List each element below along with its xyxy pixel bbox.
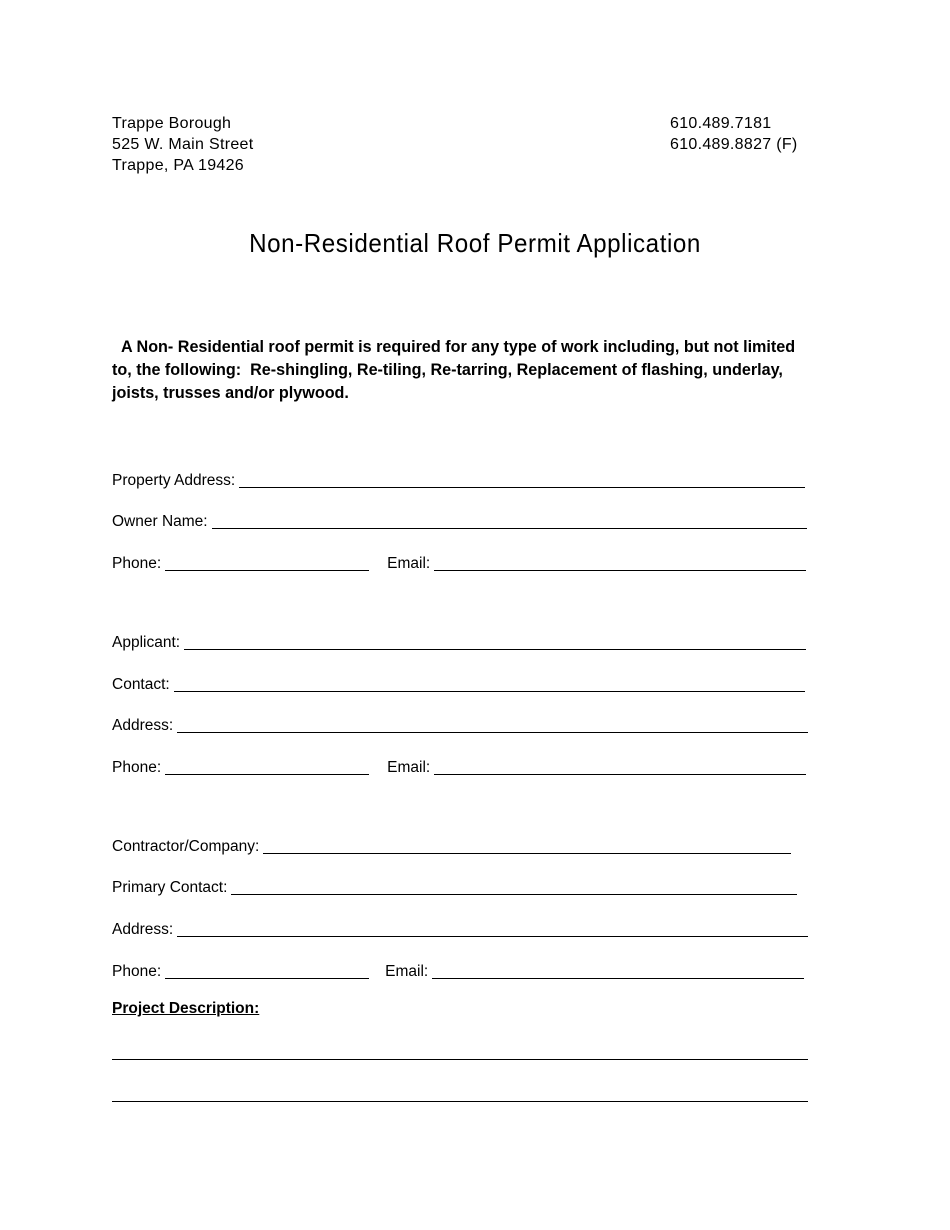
applicant-field[interactable]	[184, 633, 806, 650]
applicant-address-row	[112, 711, 808, 735]
borough-address	[112, 113, 253, 176]
contractor-address-field[interactable]	[177, 920, 808, 937]
applicant-phone-field[interactable]	[165, 758, 369, 775]
primary-contact-label: Primary Contact:	[112, 879, 228, 896]
property-address-row	[112, 466, 805, 490]
intro-paragraph: A Non- Residential roof permit is required for any type of work including, but not limited to, the following: Re-shingling, Re-tiling, Re-tarring, Replacement of flashing, underlay, joists, trusses and/or plywood.	[112, 337, 800, 402]
contractor-address-label: Address:	[112, 921, 174, 938]
applicant-address-field[interactable]	[177, 716, 808, 733]
contractor-phone-label: Phone:	[112, 963, 162, 980]
applicant-contact-row	[112, 670, 805, 694]
owner-phone-label: Phone:	[112, 555, 162, 572]
contractor-company-label: Contractor/Company:	[112, 838, 260, 855]
property-address-field[interactable]	[239, 471, 805, 488]
project-description-line-1[interactable]	[112, 1059, 808, 1060]
applicant-phone-label: Phone:	[112, 759, 162, 776]
property-address-label: Property Address:	[112, 472, 236, 489]
borough-phones	[670, 113, 798, 155]
owner-phone-field[interactable]	[165, 554, 369, 571]
primary-contact-field[interactable]	[231, 878, 797, 895]
owner-email-label: Email:	[387, 555, 431, 572]
owner-name-label: Owner Name:	[112, 513, 208, 530]
contractor-phone-email-row	[112, 957, 804, 981]
applicant-phone-email-row	[112, 753, 806, 777]
fax-number: 610.489.8827 (F)	[670, 136, 798, 153]
applicant-contact-label: Contact:	[112, 676, 170, 693]
primary-contact-row	[112, 873, 797, 897]
contractor-phone-field[interactable]	[165, 962, 369, 979]
phone-number: 610.489.7181	[670, 115, 772, 132]
page-title: Non-Residential Roof Permit Application	[249, 228, 701, 258]
contractor-company-row	[112, 832, 791, 856]
applicant-row	[112, 628, 806, 652]
applicant-address-label: Address:	[112, 717, 174, 734]
applicant-contact-field[interactable]	[174, 675, 805, 692]
org-name: Trappe Borough	[112, 115, 232, 132]
owner-contact-row	[112, 549, 806, 573]
contractor-email-field[interactable]	[432, 962, 804, 979]
applicant-email-field[interactable]	[434, 758, 806, 775]
owner-email-field[interactable]	[434, 554, 806, 571]
street-address: 525 W. Main Street	[112, 136, 254, 153]
city-state-zip: Trappe, PA 19426	[112, 157, 245, 174]
applicant-email-label: Email:	[387, 759, 431, 776]
project-description-line-2[interactable]	[112, 1101, 808, 1102]
owner-name-field[interactable]	[212, 512, 807, 529]
owner-name-row	[112, 507, 807, 531]
contractor-address-row	[112, 915, 808, 939]
project-description-heading: Project Description:	[112, 1000, 260, 1017]
contractor-email-label: Email:	[385, 963, 429, 980]
applicant-label: Applicant:	[112, 634, 181, 651]
contractor-company-field[interactable]	[263, 837, 791, 854]
